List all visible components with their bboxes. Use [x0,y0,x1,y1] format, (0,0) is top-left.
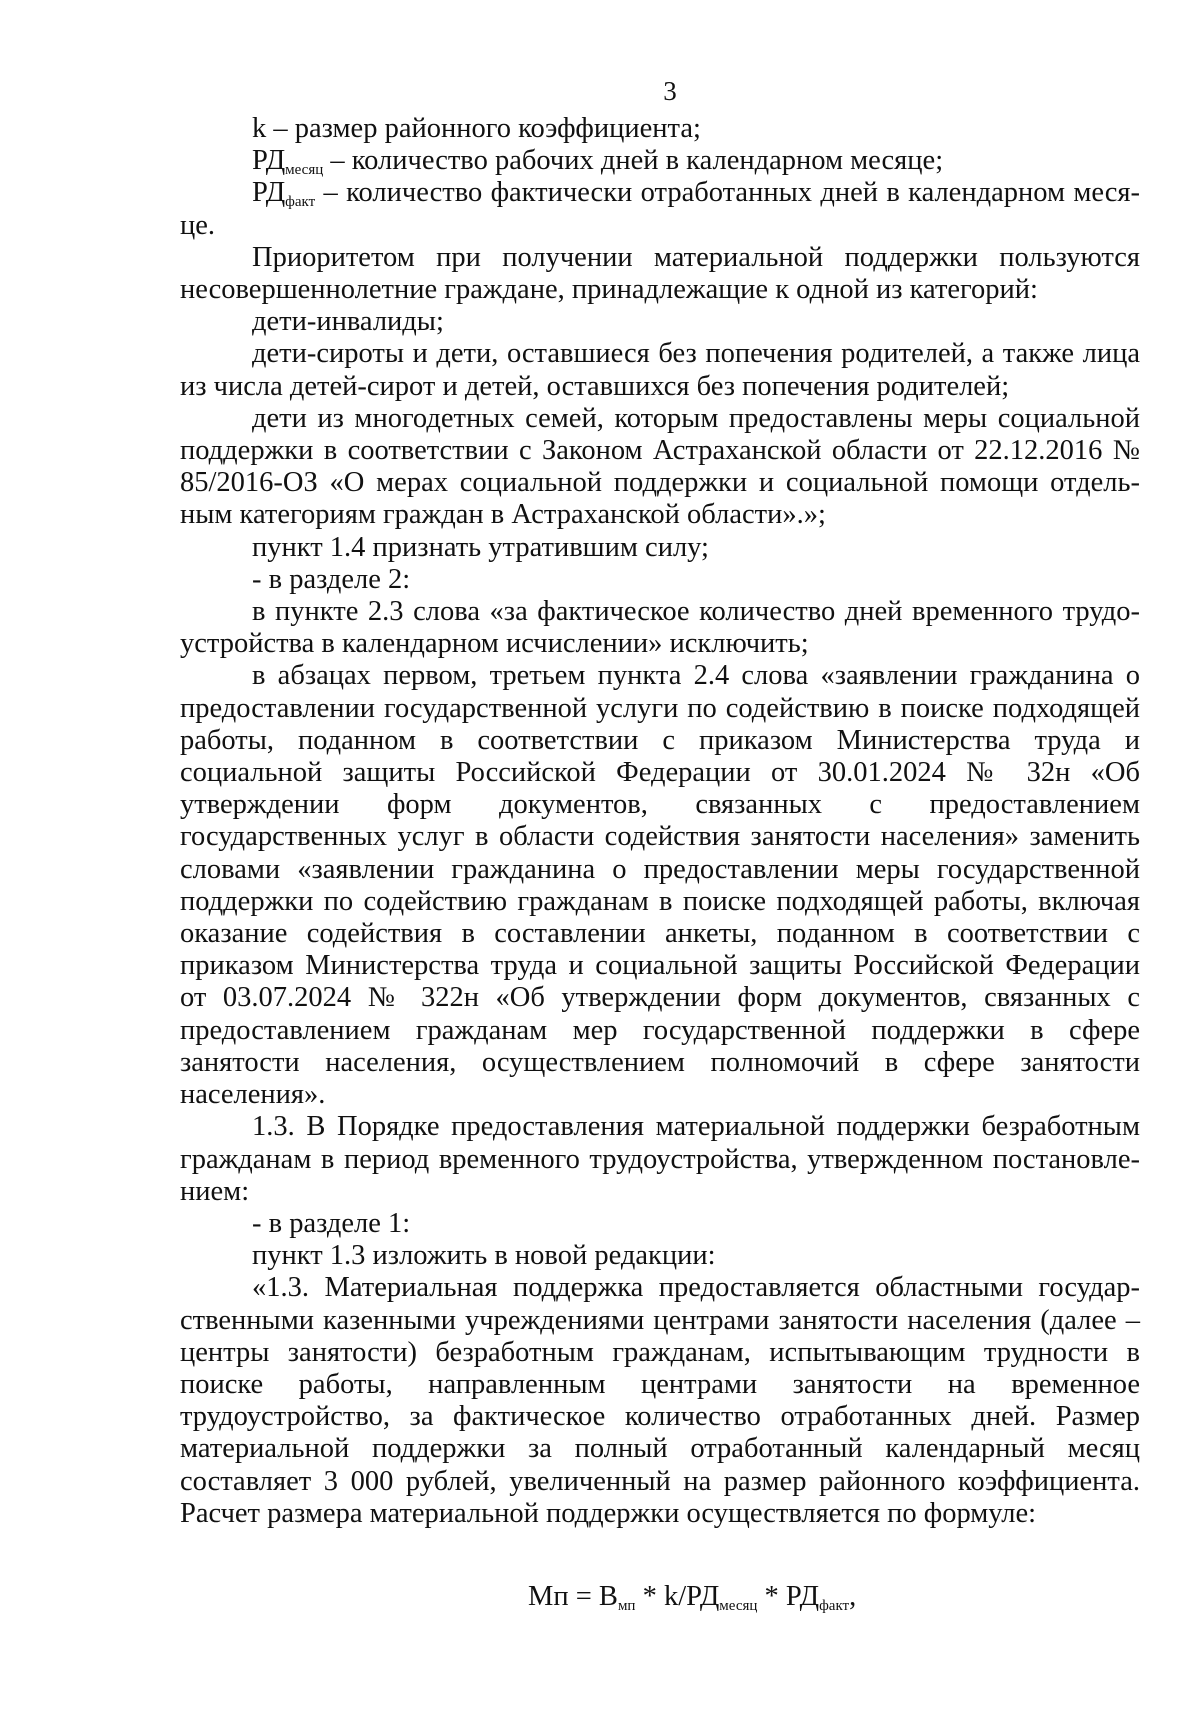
formula-subscript: мп [617,1598,636,1614]
paragraph: в пункте 2.3 слова «за фактическое количество дней временного трудоустройства в календарном исчислении» исключить; [180,596,1140,660]
document-body [180,113,1140,1530]
formula-text: * k/РД [635,1581,720,1612]
term-subscript: месяц [285,162,324,179]
term-symbol: РД [252,177,286,209]
term-symbol: РД [252,145,286,177]
formula-subscript: месяц [719,1598,758,1614]
formula-text: , [849,1581,857,1612]
paragraph: в абзацах первом, третьем пункта 2.4 слова «заявлении гражданина о предоставлении государственной услуги по содействию в поиске подходящей работы, поданном в соответствии с приказом Министерства труда и социальной защиты Российской Федерации от 30.01.2024 № 32н «Об утверждении форм документов, связанных с предоставлением государственных услуг в области содействия занятости населения» заменить словами «заявлении гражданина о предоставлении меры государственной поддержки по содействию гражданам в поиске подходящей работы, включая оказание содействия в составлении анкеты, поданном в соответствии с приказом Министерства труда и социальной защиты Российской Федерации от 03.07.2024 № 322н «Об утверждении форм документов, связанных с предоставлением гражданам мер государственной поддержки в сфере занятости населения, осуществлением полномочий в сфере занятости населения». [180,660,1140,1111]
paragraph: пункт 1.3 изложить в новой редакции: [252,1240,716,1272]
paragraph: дети-сироты и дети, оставшиеся без попечения родителей, а также лица из числа детей-сирот и детей, оставшихся без попечения родителей; [180,338,1140,402]
paragraph: дети из многодетных семей, которым предоставлены меры социальной поддержки в соответствии с Законом Астраханской области от 22.12.2016 № 85/2016-ОЗ «О мерах социальной поддержки и социальной помощи отдельным категориям граждан в Астраханской области».»; [180,402,1140,531]
formula-text: * РД [757,1581,820,1612]
paragraph-text: – количество фактически отработанных дней в календарном месяце. [180,177,1140,241]
paragraph: «1.3. Материальная поддержка предоставляется областными государственными казенными учреждениями центрами занятости населения (далее – центры занятости) безработным гражданам, испытывающим трудности в поиске работы, направленным центрами занятости на временное трудоустройство, за фактическое количество отработанных дней. Размер материальной поддержки за полный отработанный календарный месяц составляет 3 000 рублей, увеличенный на размер районного коэффициента. Расчет размера материальной поддержки осуществляется по формуле: [180,1272,1140,1529]
paragraph-text: – количество рабочих дней в календарном месяце; [323,145,944,177]
paragraph: - в разделе 1: [252,1207,411,1239]
paragraph [180,145,1140,177]
formula-subscript: факт [819,1598,850,1614]
formula-text: Мп = В [528,1581,618,1612]
paragraph: - в разделе 2: [252,563,411,595]
paragraph [180,177,1140,241]
term-subscript: факт [285,194,316,211]
page-number: 3 [663,76,677,106]
paragraph [180,113,1140,145]
formula [528,1581,856,1613]
paragraph-text: k – размер районного коэффициента; [252,113,701,144]
paragraph: пункт 1.4 признать утратившим силу; [252,531,709,563]
paragraph: дети-инвалиды; [252,306,444,338]
paragraph: 1.3. В Порядке предоставления материальной поддержки безработным гражданам в период временного трудоустройства, утвержденном постановлением: [180,1111,1140,1207]
paragraph: Приоритетом при получении материальной поддержки пользуются несовершеннолетние граждане, принадлежащие к одной из категорий: [180,241,1140,306]
